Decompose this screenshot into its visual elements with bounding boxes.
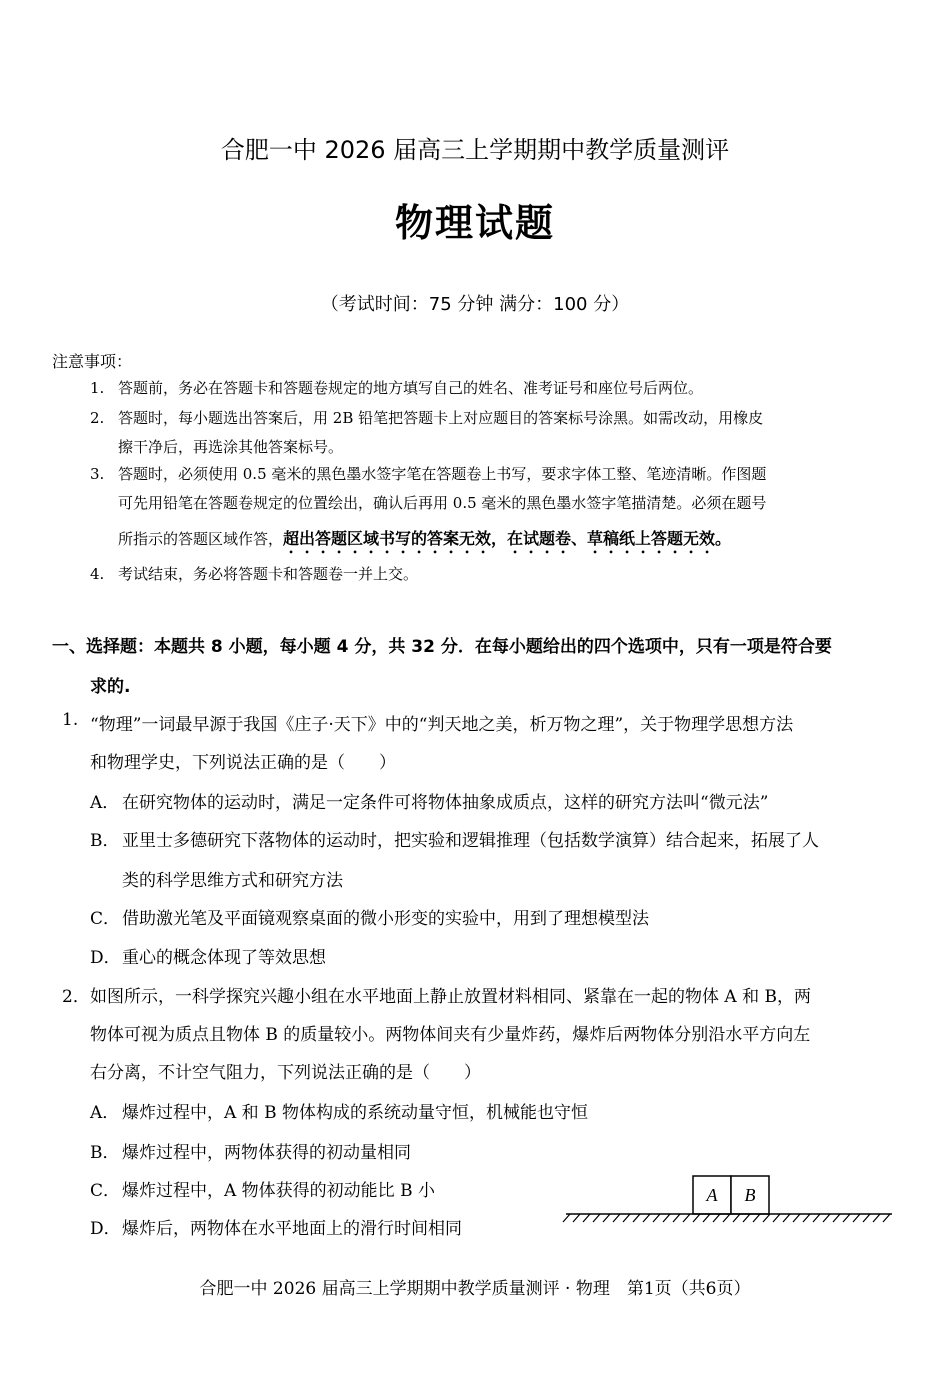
section-heading-cont: 求的. [90, 677, 131, 697]
option-label: A． [90, 1103, 120, 1123]
question-number: 2． [62, 987, 90, 1007]
hatch-mark [863, 1214, 870, 1222]
hatch-mark [593, 1214, 600, 1222]
hatch-mark [623, 1214, 630, 1222]
hatch-mark [753, 1214, 760, 1222]
block-b-label: B [744, 1185, 756, 1205]
hatch-mark [823, 1214, 830, 1222]
note-number: 1. [90, 379, 105, 397]
hatch-mark [773, 1214, 780, 1222]
option-text: 类的科学思维方式和研究方法 [122, 871, 343, 891]
blocks-on-ground-figure [560, 1168, 900, 1232]
hatch-mark [583, 1214, 590, 1222]
option-label: A． [90, 793, 120, 813]
question-stem: 右分离，不计空气阻力，下列说法正确的是（ ） [90, 1063, 481, 1083]
option-text: 重心的概念体现了等效思想 [122, 948, 326, 968]
hatch-mark [883, 1214, 890, 1222]
hatch-mark [663, 1214, 670, 1222]
hatch-mark [633, 1214, 640, 1222]
subject-title: 物理试题 [394, 200, 555, 245]
hatch-mark [813, 1214, 820, 1222]
exam-title: 合肥一中 2026 届高三上学期期中教学质量测评 [220, 136, 730, 164]
note-text: 答题时，必须使用 0.5 毫米的黑色墨水签字笔在答题卷上书写，要求字体工整、笔迹清晰。作图题 [118, 465, 767, 483]
hatch-mark [763, 1214, 770, 1222]
hatch-mark [793, 1214, 800, 1222]
page-footer: 合肥一中 2026 届高三上学期期中教学质量测评 · 物理 第1页（共6页） [199, 1279, 751, 1299]
ground-hatching [563, 1214, 890, 1222]
hatch-mark [733, 1214, 740, 1222]
section-heading: 一、选择题：本题共 8 小题，每小题 4 分，共 32 分．在每小题给出的四个选项中，只有一项是符合要 [52, 637, 832, 657]
notes-heading: 注意事项： [52, 352, 133, 371]
note-text: 考试结束，务必将答题卡和答题卷一并上交。 [118, 565, 419, 583]
question-number: 1. [62, 710, 79, 730]
hatch-mark [873, 1214, 880, 1222]
option-label: D． [90, 1219, 121, 1239]
exam-info: （考试时间：75 分钟 满分：100 分） [320, 294, 630, 315]
note-emphasis: 超出答题区域书写的答案无效，在试题卷、草稿纸上答题无效。 [283, 529, 732, 548]
hatch-mark [613, 1214, 620, 1222]
hatch-mark [833, 1214, 840, 1222]
option-text: 爆炸后，两物体在水平地面上的滑行时间相同 [122, 1219, 462, 1239]
option-text: 爆炸过程中，两物体获得的初动量相同 [122, 1143, 411, 1163]
option-text: 爆炸过程中，A 物体获得的初动能比 B 小 [122, 1181, 435, 1201]
note-number: 2. [90, 409, 105, 427]
hatch-mark [713, 1214, 720, 1222]
question-stem: 如图所示，一科学探究兴趣小组在水平地面上静止放置材料相同、紧靠在一起的物体 A 和 B，两 [90, 987, 811, 1007]
question-stem: 和物理学史，下列说法正确的是（ ） [90, 753, 396, 773]
hatch-mark [673, 1214, 680, 1222]
option-label: C． [90, 1181, 121, 1201]
option-text: 在研究物体的运动时，满足一定条件可将物体抽象成质点，这样的研究方法叫“微元法” [122, 793, 769, 813]
hatch-mark [843, 1214, 850, 1222]
option-label: C． [90, 909, 121, 929]
hatch-mark [603, 1214, 610, 1222]
note-number: 4. [90, 565, 105, 583]
note-text: 所指示的答题区域作答， [118, 530, 284, 548]
option-text: 亚里士多德研究下落物体的运动时，把实验和逻辑推理（包括数学演算）结合起来，拓展了人 [122, 831, 819, 851]
note-text: 答题时，每小题选出答案后，用 2B 铅笔把答题卡上对应题目的答案标号涂黑。如需改动，用橡皮 [118, 409, 764, 427]
note-3 [90, 460, 766, 488]
note-number: 3. [90, 465, 105, 483]
hatch-mark [723, 1214, 730, 1222]
note-2 [90, 404, 763, 432]
hatch-mark [573, 1214, 580, 1222]
option-text: 借助激光笔及平面镜观察桌面的微小形变的实验中，用到了理想模型法 [122, 909, 649, 929]
hatch-mark [563, 1214, 570, 1222]
note-3-cont-1: 可先用铅笔在答题卷规定的位置绘出，确认后再用 0.5 毫米的黑色墨水签字笔描清楚。必须在题号 [118, 494, 767, 512]
option-text: 爆炸过程中，A 和 B 物体构成的系统动量守恒，机械能也守恒 [122, 1103, 588, 1123]
hatch-mark [653, 1214, 660, 1222]
note-text: 答题前，务必在答题卡和答题卷规定的地方填写自己的姓名、准考证号和座位号后两位。 [118, 379, 704, 397]
question-stem: “物理”一词最早源于我国《庄子·天下》中的“判天地之美，析万物之理”，关于物理学思想方法 [90, 715, 794, 735]
hatch-mark [643, 1214, 650, 1222]
option-label: D． [90, 948, 121, 968]
note-2-cont: 擦干净后，再选涂其他答案标号。 [118, 438, 344, 456]
hatch-mark [853, 1214, 860, 1222]
hatch-mark [743, 1214, 750, 1222]
option-label: B． [90, 1143, 120, 1163]
option-label: B． [90, 831, 120, 851]
note-3-cont-2 [118, 526, 731, 557]
hatch-mark [683, 1214, 690, 1222]
hatch-mark [783, 1214, 790, 1222]
block-a-label: A [706, 1185, 718, 1205]
question-stem: 物体可视为质点且物体 B 的质量较小。两物体间夹有少量炸药，爆炸后两物体分别沿水平方向左 [90, 1025, 811, 1045]
hatch-mark [803, 1214, 810, 1222]
hatch-mark [693, 1214, 700, 1222]
hatch-mark [703, 1214, 710, 1222]
note-4 [90, 560, 418, 588]
note-1 [90, 374, 703, 402]
